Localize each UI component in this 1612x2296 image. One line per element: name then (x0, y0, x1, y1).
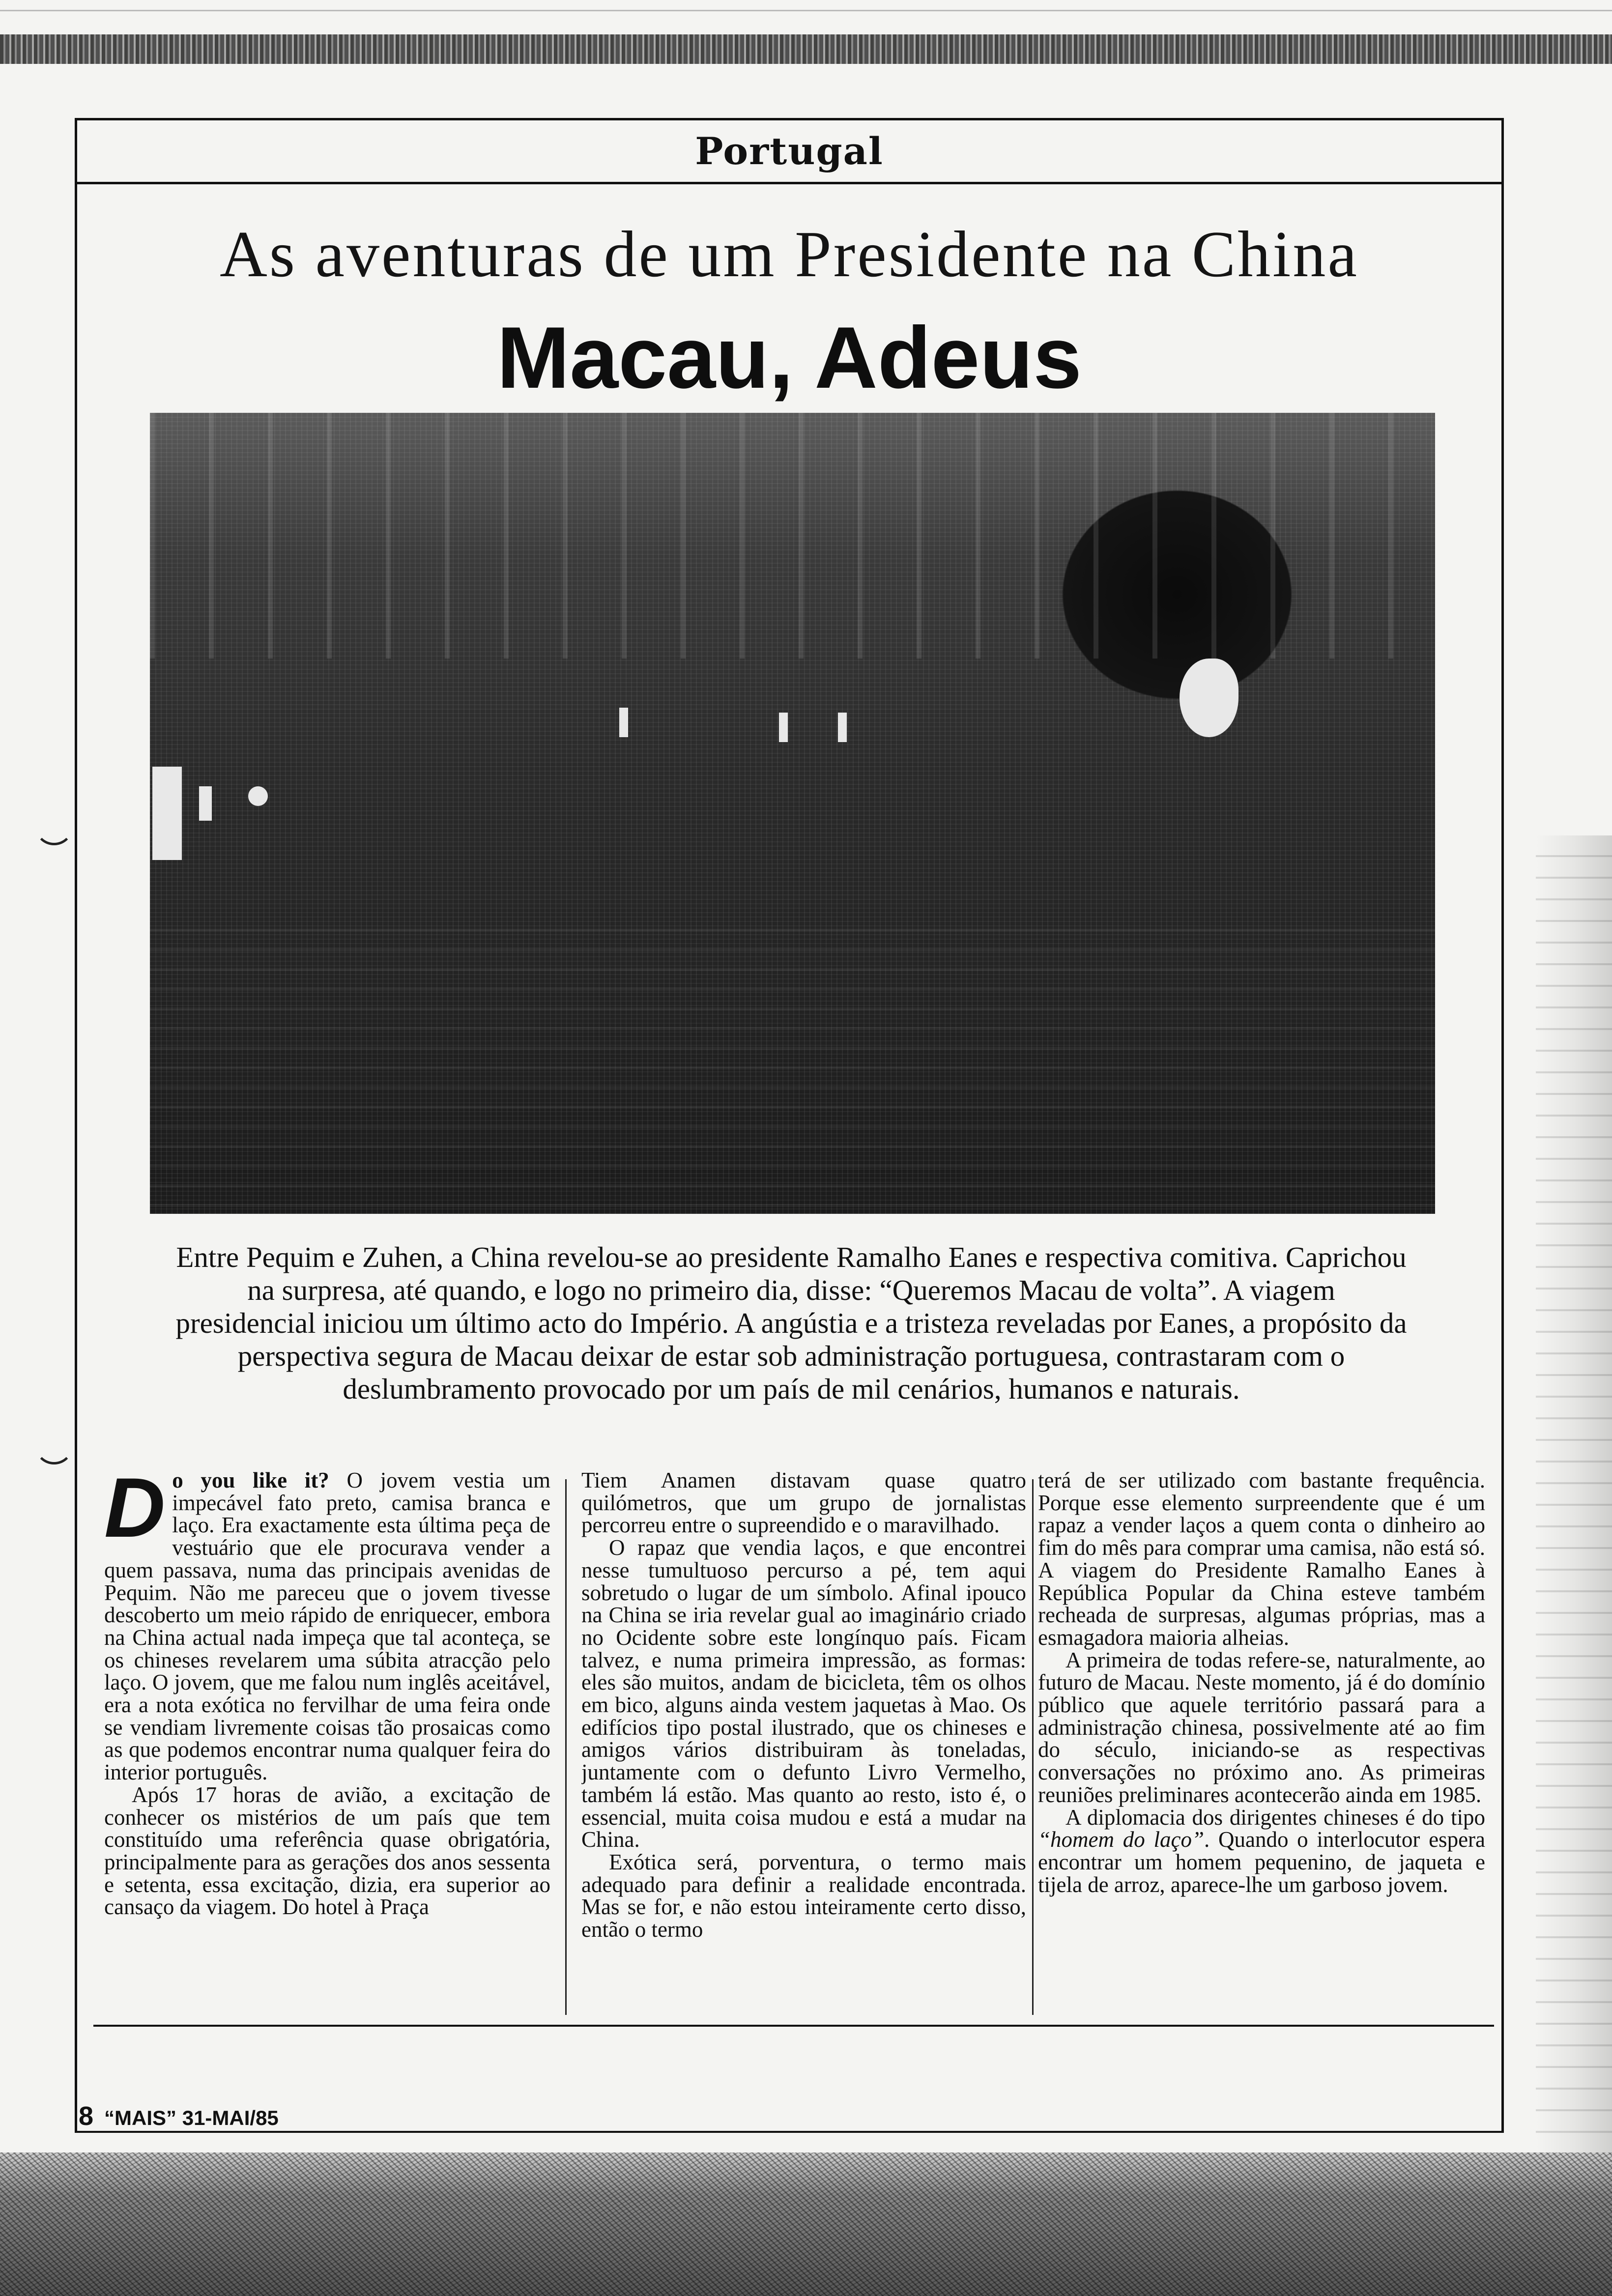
section-header (75, 118, 1504, 184)
article-bottom-rule (93, 2025, 1494, 2027)
photo-figure-guard (152, 767, 182, 860)
photo-figure-shirt (779, 713, 788, 742)
article-kicker: As aventuras de um Presidente na China (220, 218, 1359, 290)
emphasis-text: “homem do laço” (1038, 1827, 1204, 1852)
scan-noise-top (0, 34, 1612, 64)
column-2-paragraph-1: Tiem Anamen distavam quase quatro quilómetros, que um grupo de jornalistas percorreu entre o supreendido e o maravilhado. (581, 1469, 1026, 1538)
column-1-paragraph-2: Após 17 horas de avião, a excitação de conhecer os mistérios de um país que tem constituído uma referência quase obrigatória, principalmente para as gerações dos anos sessenta e setenta, essa excitação, dizia, era superior ao cansaço da viagem. Do hotel à Praça (104, 1782, 550, 1920)
lead-in: o you like it? (172, 1469, 329, 1492)
column-1-paragraph-1 (104, 1469, 550, 1784)
fold-mark (34, 1425, 74, 1464)
column-2-paragraph-3: Exótica será, porventura, o termo mais adequado para definir a realidade encontrada. Mas se for, e não estou inteiramente certo disso, então o termo (581, 1849, 1026, 1942)
photo-building-facade (150, 413, 1435, 659)
photo-figure-shirt (838, 713, 847, 742)
scan-noise-bottom (0, 2152, 1612, 2296)
paragraph-text: . Quando o interlocutor espera encontrar um homem pequenino, de jaqueta e tijela de arroz, aparece-lhe um garboso jovem. (1038, 1827, 1485, 1897)
column-3-paragraph-2: A primeira de todas refere-se, naturalmente, ao futuro de Macau. Neste momento, já é do domínio público que aquele território passará para a administração chinesa, possivelmente até ao fim do século, iniciando-se as respectivas conversações no próximo ano. As primeiras reuniões preliminares acontecerão ainda em 1985. (1038, 1647, 1485, 1807)
column-3-paragraph-3 (1038, 1807, 1485, 1896)
column-2-paragraph-2: O rapaz que vendia laços, e que encontrei nesse tumultuoso percurso a pé, tem aqui sobretudo o lugar de um símbolo. Afinal ipouco na China se iria revelar gual ao imaginário criado no Ocidente sobre este longínquo país. Ficam talvez, e numa primeira impressão, as formas: eles são muitos, andam de bicicleta, têm os olhos em bico, alguns ainda vestem jaquetas à Mao. Os edifícios tipo postal ilustrado, que os chineses e amigos vários distribuiram às toneladas, juntamente com o defunto Livro Vermelho, também lá estão. Mas quanto ao resto, isto é, o essencial, muita coisa mudou e está a mudar na China. (581, 1535, 1026, 1852)
article-column-3 (1038, 1469, 1485, 2015)
publication-line: “MAIS” 31-MAI/85 (104, 2106, 279, 2129)
photo-steps (150, 929, 1435, 1214)
page-folio (79, 2101, 279, 2131)
fold-mark (34, 806, 74, 845)
article-column-1 (104, 1469, 550, 2015)
photo-figure-guard (199, 786, 212, 821)
photo-figure-shirt (619, 708, 628, 737)
paragraph-text: A diplomacia dos dirigentes chineses é do tipo (1065, 1805, 1485, 1830)
article-column-2 (581, 1469, 1026, 2015)
column-3-paragraph-1: terá de ser utilizado com bastante frequência. Porque esse elemento surpreendente que é um rapaz a vender laços a quem conta o dinheiro ao fim do mês para comprar uma camisa, não está só. A viagem do Presidente Ramalho Eanes à República Popular da China esteve também recheada de surpresas, algumas próprias, mas a esmagadora maioria alheias. (1038, 1469, 1485, 1650)
scan-noise-right (1536, 835, 1612, 2162)
column-rule (565, 1479, 567, 2015)
article-headline: Macau, Adeus (496, 309, 1082, 406)
column-rule (1032, 1479, 1034, 2015)
scan-edge-line (0, 10, 1612, 11)
photo-figure-umbrella-highlight (1180, 659, 1238, 737)
photo-figure-guard (248, 786, 268, 806)
page-number: 8 (79, 2101, 94, 2131)
paragraph-text: O jovem vestia um impecável fato preto, camisa branca e laço. Era exactamente esta última peça de vestuário que ele procurava vender a quem passava, numa das principais avenidas de Pequim. Não me pareceu que o jovem tivesse descoberto um meio rápido de enriquecer, embora na China actual nada impeça que tal aconteça, se os chineses revelarem uma súbita atracção pelo laço. O jovem, que me falou num inglês aceitável, era a nota exótica no fervilhar de uma feira onde se vendiam livremente coisas tão prosaicas como as que podemos encontrar numa qualquer feira do interior português. (104, 1469, 550, 1785)
article-photo (150, 413, 1435, 1214)
article-deck: Entre Pequim e Zuhen, a China revelou-se ao presidente Ramalho Eanes e respectiva comitiva. Caprichou na surpresa, até quando, e logo no primeiro dia, disse: “Queremos Macau de volta”. A viagem presidencial iniciou um último acto do Império. A angústia e a tristeza reveladas por Eanes, a propósito da perspectiva segura de Macau deixar de estar sob administração portuguesa, contrastaram com o deslumbramento provocado por um país de mil cenários, humanos e naturais. (175, 1241, 1407, 1405)
drop-cap: D (104, 1469, 166, 1555)
section-title: Portugal (695, 129, 884, 173)
